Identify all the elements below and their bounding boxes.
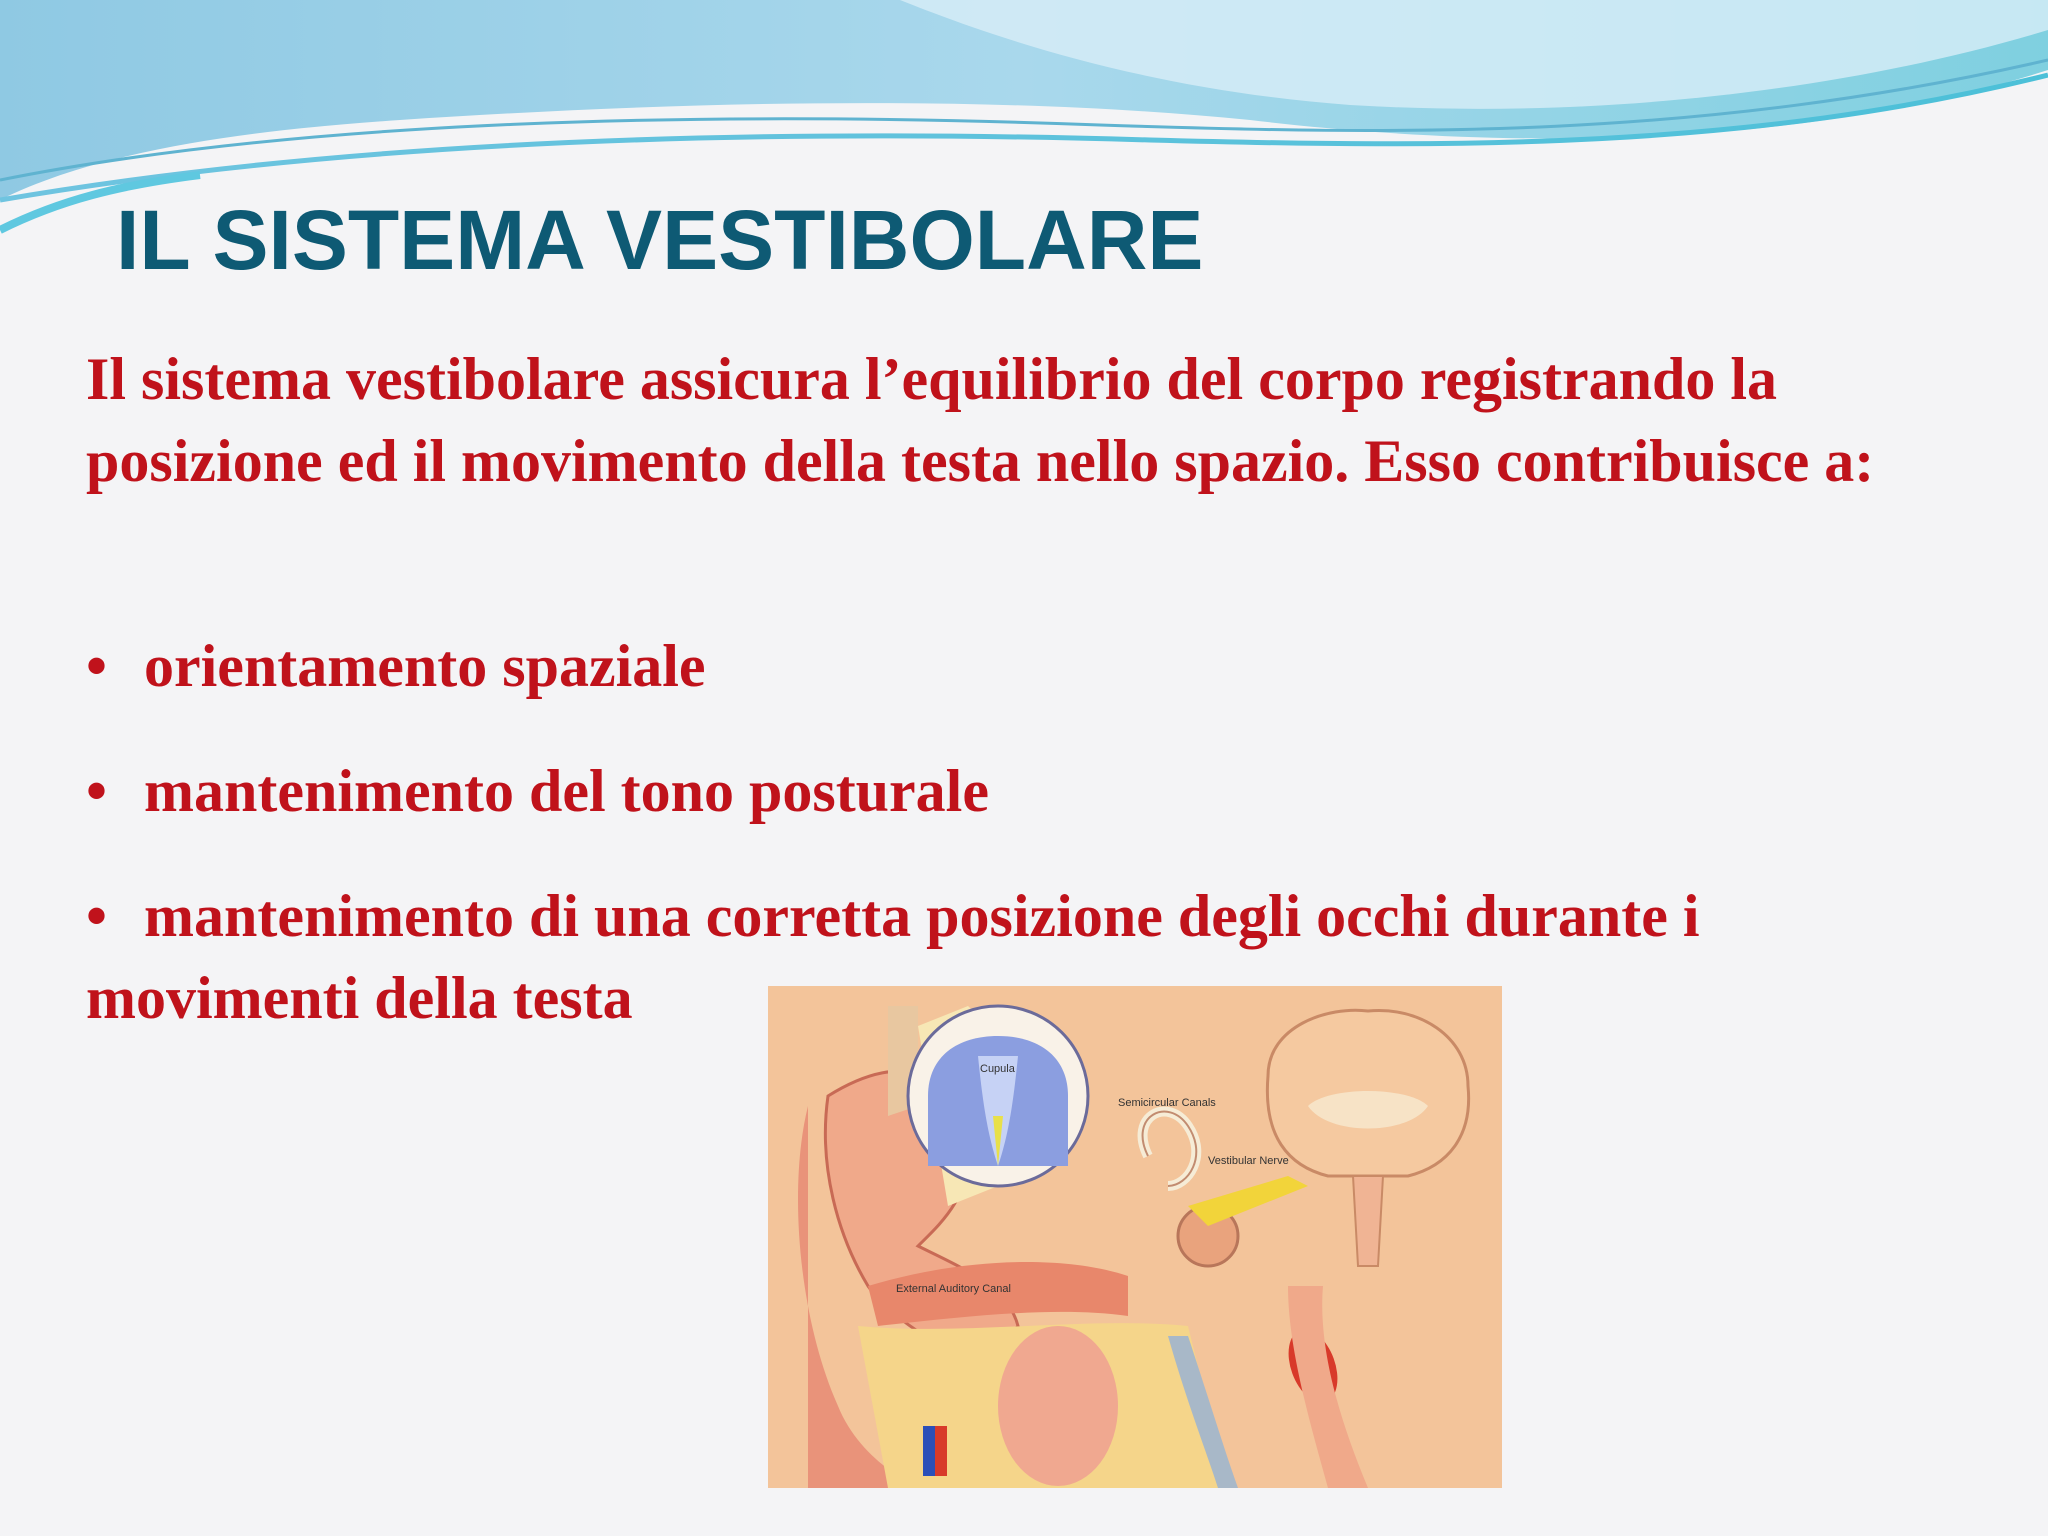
label-vestibular-nerve: Vestibular Nerve [1208, 1155, 1289, 1167]
intro-paragraph: Il sistema vestibolare assicura l’equilibrio del corpo registrando la posizione ed il movimento della testa nello spazio. Esso contribuisce a: [86, 346, 1875, 494]
bullet-item [86, 750, 1986, 832]
bullet-dot: • [86, 633, 108, 699]
label-external-auditory-canal: External Auditory Canal [896, 1283, 1011, 1295]
slide-title: IL SISTEMA VESTIBOLARE [116, 193, 1204, 287]
bullet-item [86, 625, 1986, 707]
bullet-dot: • [86, 758, 108, 824]
bullet-text: mantenimento di una corretta posizione degli occhi durante i movimenti della testa [86, 883, 1700, 1031]
inner-ear-illustration [768, 986, 1502, 1488]
bullet-text: orientamento spaziale [144, 633, 706, 699]
label-cupula: Cupula [980, 1063, 1015, 1075]
bullet-text: mantenimento del tono posturale [144, 758, 989, 824]
label-semicircular-canals: Semicircular Canals [1118, 1097, 1216, 1109]
bullet-dot: • [86, 883, 108, 949]
